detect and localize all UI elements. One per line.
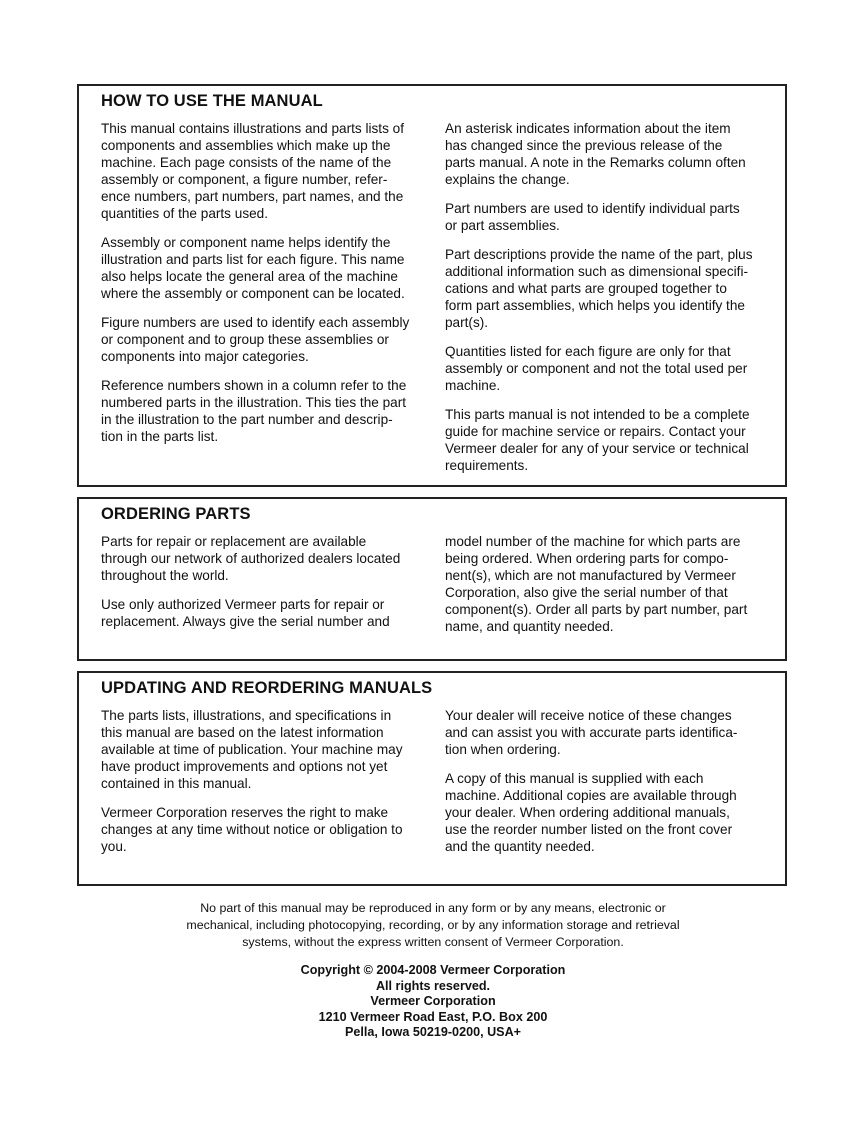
paragraph: Vermeer Corporation reserves the right to make changes at any time without notice or obligation to you. [101,805,403,854]
left-column [101,120,431,457]
rights-line: All rights reserved. [375,978,491,993]
section-how-to-use [77,84,787,487]
right-column [445,120,775,486]
paragraph: Figure numbers are used to identify each assembly or component and to group these assemblies or components into major categories. [101,315,410,364]
left-column [101,707,431,867]
section-title: HOW TO USE THE MANUAL [101,92,323,110]
right-column [445,707,775,867]
right-column [445,533,775,647]
paragraph: Reference numbers shown in a column refer to the numbered parts in the illustration. This ties the part in the illustration to the part number and descrip- tion in the parts list. [101,378,407,444]
paragraph: This manual contains illustrations and parts lists of components and assemblies which make up the machine. Each page consists of the name of the assembly or component, a figure number, refer- ence numbers, part numbers, part names, and the quantities of the parts used. [101,121,404,221]
paragraph: The parts lists, illustrations, and specifications in this manual are based on the latest information available at time of publication. Your machine may have product improvements and options not yet contained in this manual. [101,708,403,791]
copyright-block [0,963,866,1041]
paragraph: Your dealer will receive notice of these changes and can assist you with accurate parts identifica- tion when ordering. [445,708,738,757]
paragraph: model number of the machine for which parts are being ordered. When ordering parts for compo- nent(s), which are not manufactured by Vermeer Corporation, also give the serial number of that component(s). Order all parts by part number, part name, and quantity needed. [445,534,748,634]
paragraph: Quantities listed for each figure are only for that assembly or component and not the total used per machine. [445,344,748,393]
section-ordering-parts [77,497,787,661]
paragraph: Part numbers are used to identify individual parts or part assemblies. [445,201,740,233]
copyright-line: Copyright © 2004-2008 Vermeer Corporation [300,963,566,977]
paragraph: This parts manual is not intended to be a complete guide for machine service or repairs. Contact your Vermeer dealer for any of your service or technical requirements. [445,407,750,473]
address-line: 1210 Vermeer Road East, P.O. Box 200 [318,1009,548,1024]
paragraph: An asterisk indicates information about the item has changed since the previous release of the parts manual. A note in the Remarks column often explains the change. [445,121,746,187]
paragraph: Parts for repair or replacement are available through our network of authorized dealers located throughout the world. [101,534,401,583]
paragraph: A copy of this manual is supplied with each machine. Additional copies are available through your dealer. When ordering additional manuals, use the reorder number listed on the front cover and the quantity needed. [445,771,737,854]
paragraph: Part descriptions provide the name of the part, plus additional information such as dimensional specifi- cations and what parts are grouped together to form part assemblies, which helps you identify the part(s). [445,247,753,330]
section-title: UPDATING AND REORDERING MANUALS [101,679,433,697]
left-column [101,533,431,642]
paragraph: Assembly or component name helps identify the illustration and parts list for each figure. This name also helps locate the general area of the machine where the assembly or component can be located. [101,235,405,301]
section-updating-manuals [77,671,787,886]
section-title: ORDERING PARTS [101,505,251,523]
reproduction-notice: No part of this manual may be reproduced in any form or by any means, electronic or mechanical, including photocopying, recording, or by any information storage and retrieval systems, without the express written consent of Vermeer Corporation. [186,901,680,949]
paragraph: Use only authorized Vermeer parts for repair or replacement. Always give the serial number and [101,597,390,629]
city-line: Pella, Iowa 50219-0200, USA+ [344,1025,522,1039]
company-name: Vermeer Corporation [370,994,496,1008]
